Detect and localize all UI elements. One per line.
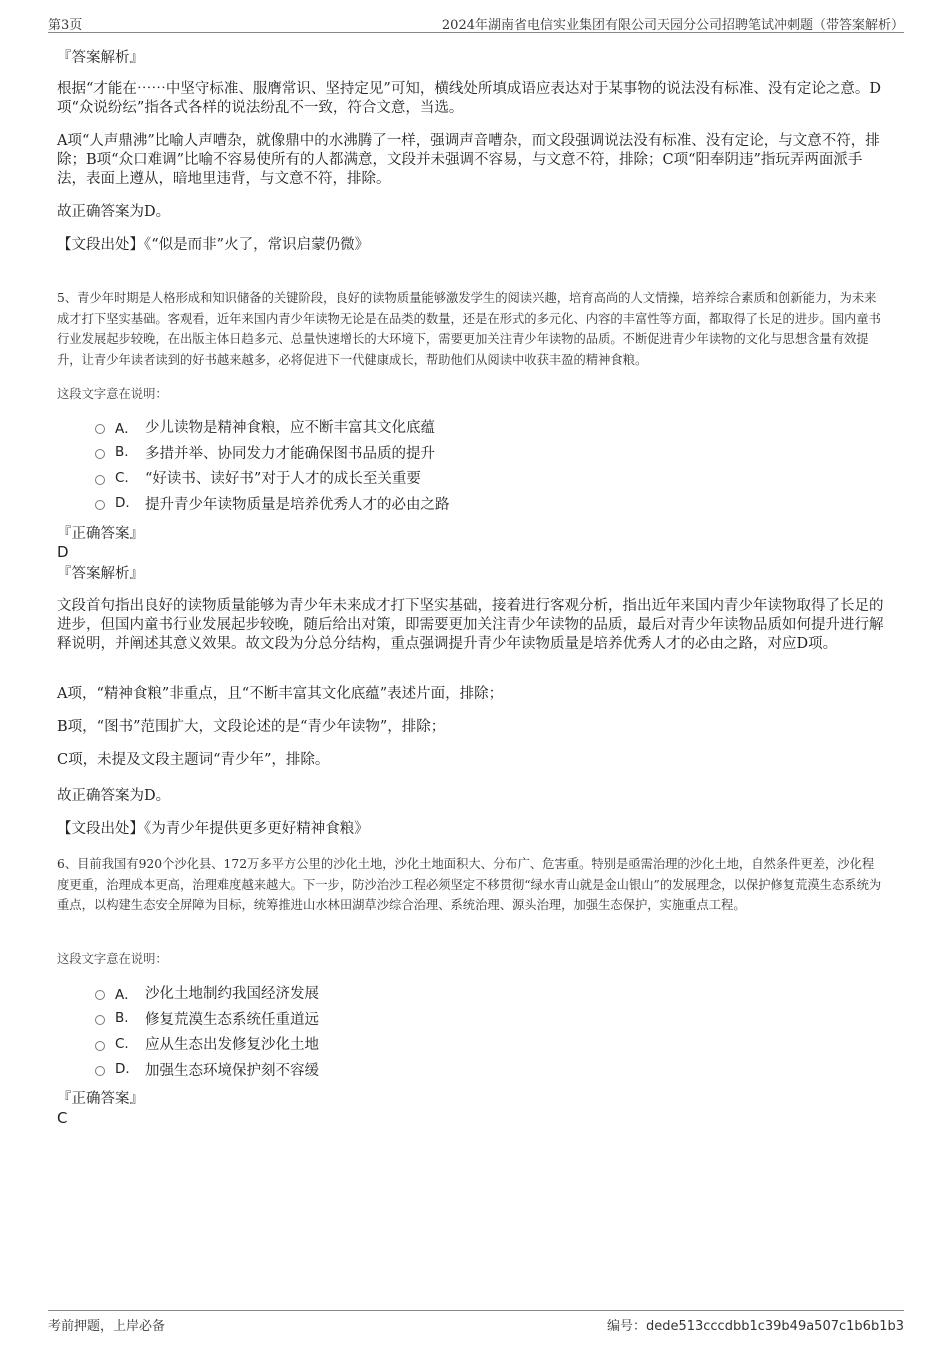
radio-icon[interactable]	[95, 500, 105, 510]
radio-icon[interactable]	[95, 1066, 105, 1076]
analysis-paragraph: 文段首句指出良好的读物质量能够为青少年未来成才打下坚实基础，接着进行客观分析，指出近年来国内青少年读物取得了长足的进步，但国内童书行业发展起步较晚，随后给出对策，即需要更加关注青少年读物的品质，最后对青少年读物品质如何提升进行解释说明，并阐述其意义效果。故文段为分总分结构，重点强调提升青少年读物质量是培养优秀人才的必由之路，对应D项。	[57, 598, 884, 652]
correct-answer: D	[57, 543, 69, 561]
radio-icon[interactable]	[95, 990, 105, 1000]
option-a[interactable]: A． 沙化土地制约我国经济发展	[95, 980, 795, 1006]
option-d[interactable]: D. 加强生态环境保护刻不容缓	[95, 1057, 795, 1083]
option-d[interactable]: D. 提升青少年读物质量是培养优秀人才的必由之路	[95, 491, 795, 517]
radio-icon[interactable]	[95, 1015, 105, 1025]
question-6-prompt: 这段文字意在说明：	[57, 952, 168, 966]
option-b[interactable]: B. 多措并举、协同发力才能确保图书品质的提升	[95, 440, 795, 466]
radio-icon[interactable]	[95, 424, 105, 434]
correct-answer: C	[57, 1109, 68, 1127]
radio-icon[interactable]	[95, 1041, 105, 1051]
page-header	[48, 10, 904, 33]
question-5-options	[95, 414, 795, 516]
analysis-paragraph: A项，“精神食粮”非重点，且“不断丰富其文化底蕴”表述片面，排除；	[57, 686, 504, 702]
analysis-paragraph: A项“人声鼎沸”比喻人声嘈杂，就像鼎中的水沸腾了一样，强调声音嘈杂，而文段强调说法没有标准、没有定论，与文意不符，排除；B项“众口难调”比喻不容易使所有的人都满意，文段并未强调不容易，与文意不符，排除；C项“阳奉阴违”指玩弄两面派手法，表面上遵从，暗地里违背，与文意不符，排除。	[57, 133, 880, 187]
document-title: 2024年湖南省电信实业集团有限公司天园分公司招聘笔试冲刺题（带答案解析）	[441, 18, 904, 33]
question-6-text: 6、目前我国有920个沙化县、172万多平方公里的沙化土地，沙化土地面积大、分布广、危害重。特别是亟需治理的沙化土地，自然条件更差，沙化程度更重，治理成本更高，治理难度越来越大。下一步，防沙治沙工程必须坚定不移贯彻“绿水青山就是金山银山”的发展理念，以保护修复荒漠生态系统为重点，以构建生态安全屏障为目标，统筹推进山水林田湖草沙综合治理、系统治理、源头治理，加强生态保护，实施重点工程。	[57, 857, 882, 912]
correct-answer-tag: 『正确答案』	[57, 1091, 144, 1107]
analysis-paragraph: B项，“图书”范围扩大，文段论述的是“青少年读物”，排除；	[57, 719, 446, 735]
page-footer	[48, 1310, 904, 1335]
analysis-paragraph: C项，未提及文段主题词“青少年”，排除。	[57, 752, 330, 768]
question-6-options	[95, 980, 795, 1082]
document-code: 编号：dede513cccdbb1c39b49a507c1b6b1b3	[606, 1319, 904, 1334]
page-number: 第3页	[48, 18, 83, 33]
option-b[interactable]: B. 修复荒漠生态系统任重道远	[95, 1006, 795, 1032]
question-5-prompt: 这段文字意在说明：	[57, 387, 168, 401]
analysis-tag: 『答案解析』	[57, 566, 144, 582]
source-citation: 【文段出处】《为青少年提供更多更好精神食粮》	[57, 821, 369, 837]
option-c[interactable]: C. 应从生态出发修复沙化土地	[95, 1031, 795, 1057]
footer-slogan: 考前押题，上岸必备	[48, 1319, 166, 1334]
option-a[interactable]: A． 少儿读物是精神食粮，应不断丰富其文化底蕴	[95, 414, 795, 440]
radio-icon[interactable]	[95, 449, 105, 459]
conclusion-text: 故正确答案为D。	[57, 788, 171, 804]
analysis-tag: 『答案解析』	[57, 50, 144, 66]
analysis-paragraph: 根据“才能在⋯⋯中坚守标准、服膺常识、坚持定见”可知，横线处所填成语应表达对于某事物的说法没有标准、没有定论之意。D项“众说纷纭”指各式各样的说法纷乱不一致，符合文意，当选。	[57, 81, 881, 116]
source-citation: 【文段出处】《“似是而非”火了，常识启蒙仍微》	[57, 237, 370, 253]
conclusion-text: 故正确答案为D。	[57, 204, 171, 220]
option-c[interactable]: C. “好读书、读好书”对于人才的成长至关重要	[95, 465, 795, 491]
correct-answer-tag: 『正确答案』	[57, 526, 144, 542]
question-5-text: 5、青少年时期是人格形成和知识储备的关键阶段，良好的读物质量能够激发学生的阅读兴趣，培育高尚的人文情操，培养综合素质和创新能力，为未来成才打下坚实基础。客观看，近年来国内青少年读物无论是在品类的数量，还是在形式的多元化、内容的丰富性等方面，都取得了长足的进步。国内童书行业发展起步较晚，在出版主体日趋多元、总量快速增长的大环境下，需要更加关注青少年读物的品质。不断促进青少年读物的文化与思想含量有效提升，让青少年读者读到的好书越来越多，必将促进下一代健康成长，帮助他们从阅读中收获丰盈的精神食粮。	[57, 291, 881, 367]
radio-icon[interactable]	[95, 475, 105, 485]
